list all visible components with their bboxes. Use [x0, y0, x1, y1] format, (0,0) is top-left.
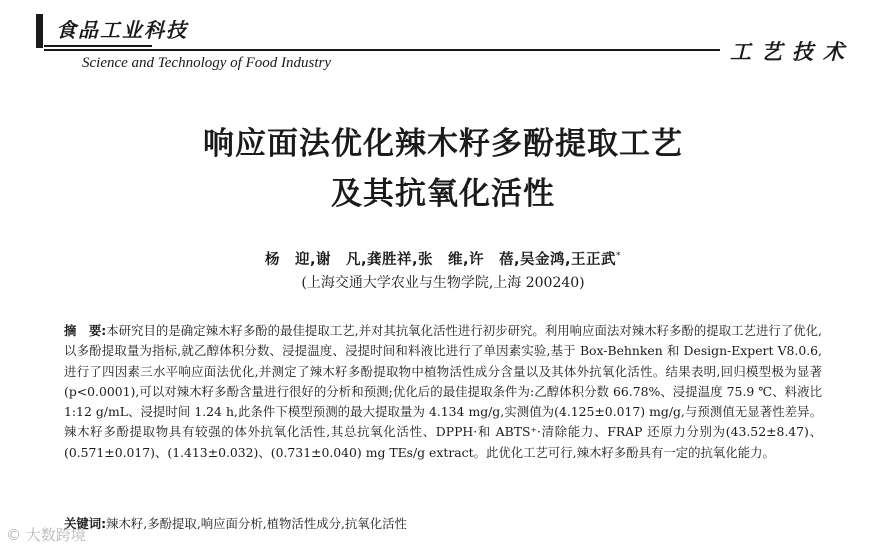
watermark: © 大数跨境 — [6, 526, 86, 544]
journal-name-cn: 食品工业科技 — [56, 18, 188, 42]
journal-name-en: Science and Technology of Food Industry — [82, 55, 331, 71]
authors-text: 杨 迎,谢 凡,龚胜祥,张 维,许 蓓,吴金鸿,王正武 — [264, 252, 617, 268]
keywords — [64, 514, 822, 534]
author-list — [0, 248, 886, 269]
header-rule-short — [44, 45, 152, 47]
abstract-label: 摘 要: — [64, 323, 107, 338]
corresponding-author-mark: * — [616, 251, 622, 262]
title-line-1: 响应面法优化辣木籽多酚提取工艺 — [203, 126, 683, 162]
paper-title — [0, 119, 886, 219]
affiliation: (上海交通大学农业与生物学院,上海 200240) — [301, 275, 585, 291]
keywords-text: 辣木籽,多酚提取,响应面分析,植物活性成分,抗氧化活性 — [106, 516, 407, 531]
keywords-label: 关键词: — [64, 516, 107, 531]
journal-mark-bar — [36, 14, 43, 48]
section-label: 工艺技术 — [730, 40, 854, 64]
abstract-text: 本研究目的是确定辣木籽多酚的最佳提取工艺,并对其抗氧化活性进行初步研究。利用响应面法对辣木籽多酚的提取工艺进行了优化,以多酚提取量为指标,就乙醇体积分数、浸提温度、浸提时间和料液比进行了单因素实验,基于 Box-Behnken 和 Design-Expert V8.0.6,进行了四因素三水平响应面法优化,并测定了辣木籽多酚提取物中植物活性成分含量以及其体外抗氧化活性。结果表明,回归模型极为显著(p<0.0001),可以对辣木籽多酚含量进行很好的分析和预测;优化后的最佳提取条件为:乙醇体积分数 66.78%、浸提温度 75.9 ℃、料液比 1:12 g/mL、浸提时间 1.24 h,此条件下模型预测的最大提取量为 4.134 mg/g,实测值为(4.125±0.017) mg/g,与预测值无显著性差异。辣木籽多酚提取物具有较强的体外抗氧化活性,其总抗氧化活性、DPPH·和 ABTS⁺·清除能力、FRAP 还原力分别为(43.52±8.47)、(0.571±0.017)、(1.413±0.032)、(0.731±0.040) mg TEs/g extract。此优化工艺可行,辣木籽多酚具有一定的抗氧化能力。 — [64, 323, 822, 460]
title-line-2: 及其抗氧化活性 — [331, 176, 555, 212]
header-rule — [44, 49, 720, 51]
abstract — [64, 321, 822, 463]
